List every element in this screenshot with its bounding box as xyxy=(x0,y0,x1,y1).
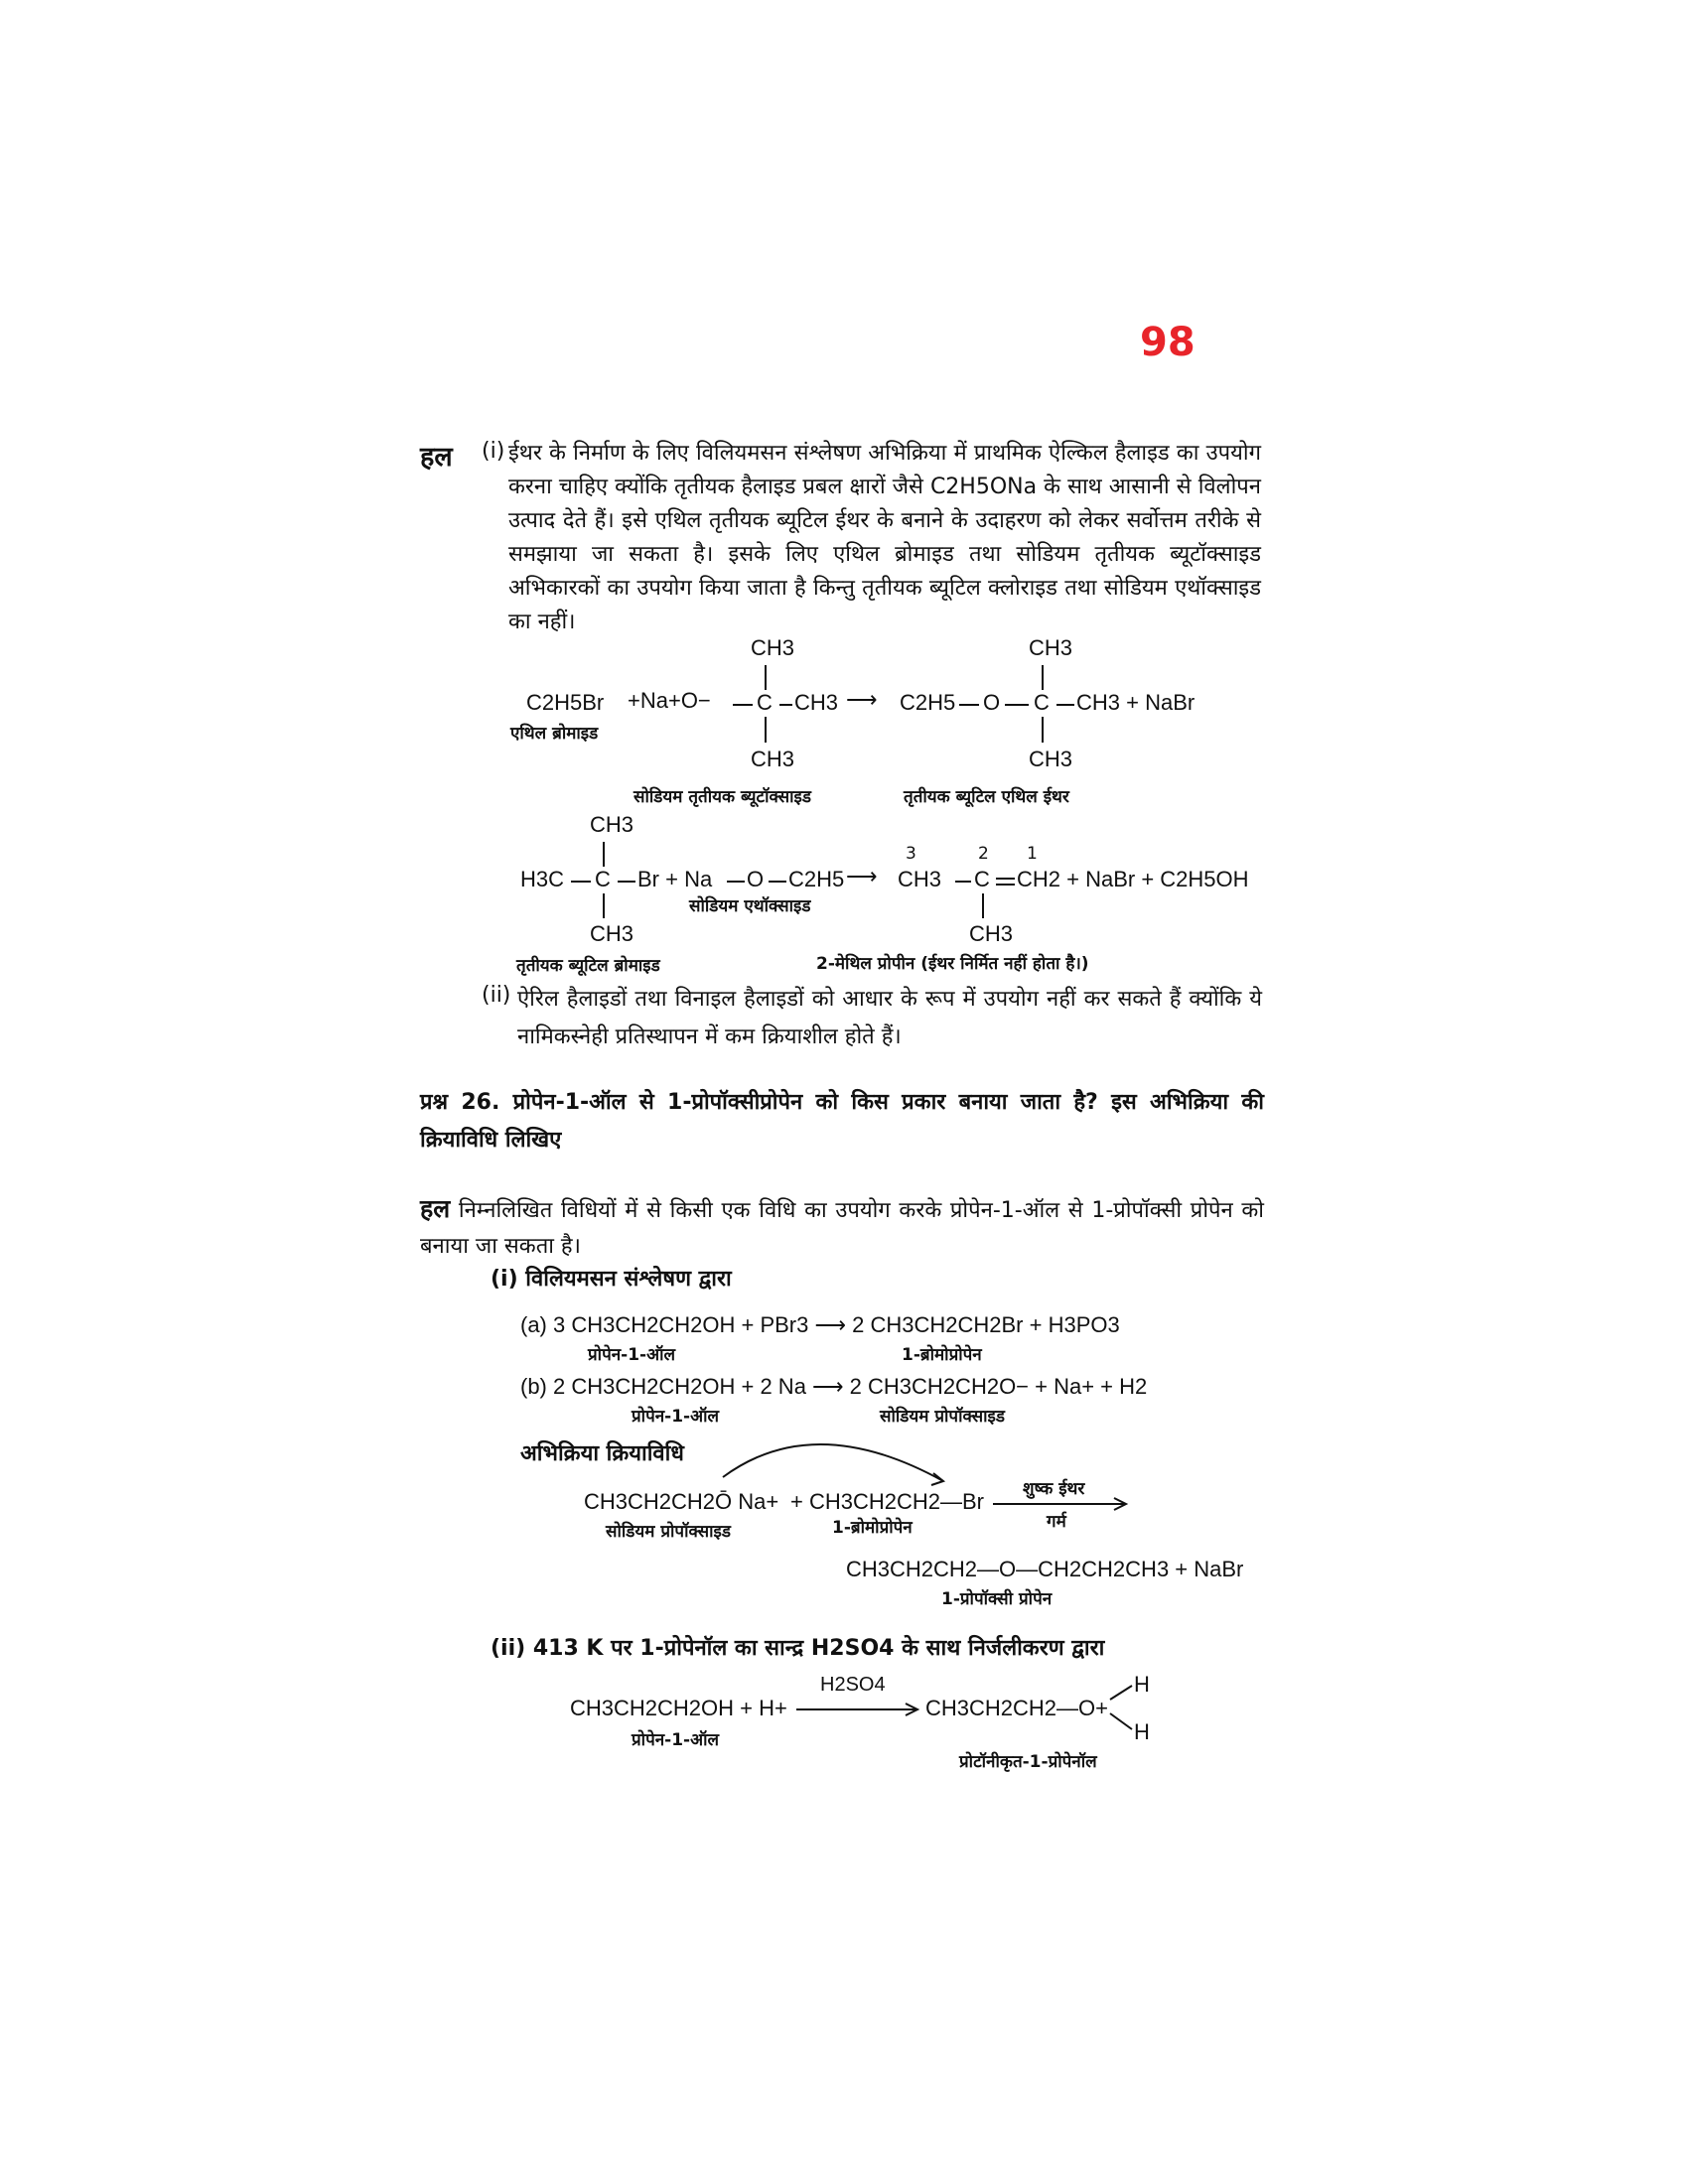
question-text: प्रोपेन-1-ऑल से 1-प्रोपॉक्सीप्रोपेन को किस प्रकार बनाया जाता है? इस अभिक्रिया की क्रियाविधि लिखिए xyxy=(420,1090,1264,1153)
page-number: 98 xyxy=(1140,320,1196,365)
part2-text: ऐरिल हैलाइडों तथा विनाइल हैलाइडों को आधार के रूप में उपयोग नहीं कर सकते हैं क्योंकि ये नामिकस्नेही प्रतिस्थापन में कम क्रियाशील होते हैं। xyxy=(517,987,1262,1049)
method-2-heading: (ii) 413 K पर 1-प्रोपेनॉल का सान्द्र H2SO4 के साथ निर्जलीकरण द्वारा xyxy=(491,1636,1105,1661)
part-marker-ii: (ii) xyxy=(482,983,511,1008)
r1-ch3-right: CH3 xyxy=(794,690,839,715)
part-marker-i: (i) xyxy=(482,439,505,464)
mechanism-label-propoxide: सोडियम प्रोपॉक्साइड xyxy=(606,1522,731,1542)
r2-label-t-butyl-bromide: तृतीयक ब्यूटिल ब्रोमाइड xyxy=(516,956,660,976)
r2-num-2: 2 xyxy=(978,844,989,864)
r1-sodium-oxide: +Na+O− xyxy=(628,688,711,713)
equation-b: (b) 2 CH3CH2CH2OH + 2 Na ⟶ 2 CH3CH2CH2O− + Na+ + H2 xyxy=(520,1374,1148,1399)
equation-a: (a) 3 CH3CH2CH2OH + PBr3 ⟶ 2 CH3CH2CH2Br + H3PO3 xyxy=(520,1312,1120,1337)
r1-ch3-top: CH3 xyxy=(751,635,795,660)
equation-c-condition: H2SO4 xyxy=(820,1674,886,1696)
r2-o: O xyxy=(747,867,765,891)
r2-product-ch3: CH3 xyxy=(898,867,942,891)
r2-num-3: 3 xyxy=(906,844,916,864)
r2-num-1: 1 xyxy=(1027,844,1038,864)
equation-c-right: CH3CH2CH2—O+ xyxy=(925,1696,1108,1720)
r2-br-na: Br + Na xyxy=(637,867,713,891)
r1-product-right: CH3 + NaBr xyxy=(1076,690,1196,715)
r2-c2h5: C2H5 xyxy=(788,867,845,891)
r2-h3c: H3C xyxy=(520,867,565,891)
solution-hal: हल xyxy=(420,1194,451,1223)
r2-product-ch3-bottom: CH3 xyxy=(969,921,1014,946)
eq-b-label-sodium-propoxide: सोडियम प्रोपॉक्साइड xyxy=(880,1407,1005,1427)
eq-b-label-propanol: प्रोपेन-1-ऑल xyxy=(632,1407,720,1427)
mechanism-nucleophile: CH3CH2CH2Ō Na+ xyxy=(584,1489,779,1514)
mechanism-condition-bottom: गर्म xyxy=(1047,1512,1066,1532)
part1-paragraph: ईथर के निर्माण के लिए विलियमसन संश्लेषण अभिक्रिया में प्राथमिक ऐल्किल हैलाइड का उपयोग करना चाहिए क्योंकि तृतीयक हैलाइड प्रबल क्षारों जैसे C2H5ONa के साथ आसानी से विलोपन उत्पाद देते हैं। इसे एथिल तृतीयक ब्यूटिल ईथर के बनाने के उदाहरण को लेकर सर्वोत्तम तरीके से समझाया जा सकता है। इसके लिए एथिल ब्रोमाइड तथा सोडियम तृतीयक ब्यूटॉक्साइड अभिकारकों का उपयोग किया जाता है किन्तु तृतीयक ब्यूटिल क्लोराइड तथा सोडियम एथॉक्साइड का नहीं। xyxy=(508,441,1261,634)
r2-label-product: 2-मेथिल प्रोपीन (ईथर निर्मित नहीं होता है।) xyxy=(816,954,1089,974)
question-label: प्रश्न 26. xyxy=(420,1090,500,1115)
equation-c-left: CH3CH2CH2OH + H+ xyxy=(570,1696,787,1720)
r1-ch3-bottom: CH3 xyxy=(751,747,795,771)
mechanism-condition-top: शुष्क ईथर xyxy=(1023,1479,1085,1499)
r2-central-c: C xyxy=(595,867,611,891)
r1-product-c2h5: C2H5 xyxy=(900,690,956,715)
r2-arrow: ⟶ xyxy=(846,864,878,888)
r1-product-ch3-top: CH3 xyxy=(1029,635,1073,660)
r2-product-rest: CH2 + NaBr + C2H5OH xyxy=(1017,867,1249,891)
r2-ch3-top: CH3 xyxy=(590,812,634,837)
mechanism-substrate: + CH3CH2CH2—Br xyxy=(790,1489,984,1514)
solution-intro-block xyxy=(420,1191,1264,1265)
solution-label: हल xyxy=(420,442,453,473)
r1-label-ethyl-bromide: एथिल ब्रोमाइड xyxy=(510,724,599,744)
r2-ch3-bottom: CH3 xyxy=(590,921,634,946)
equation-c-h-bottom: H xyxy=(1134,1719,1150,1744)
eq-c-label-protonated: प्रोटॉनीकृत-1-प्रोपेनॉल xyxy=(959,1752,1097,1772)
r1-product-o: O xyxy=(983,690,1001,715)
eq-a-label-bromopropane: 1-ब्रोमोप्रोपेन xyxy=(902,1345,982,1365)
mechanism-label-bromopropane: 1-ब्रोमोप्रोपेन xyxy=(832,1518,913,1538)
mechanism-heading: अभिक्रिया क्रियाविधि xyxy=(520,1441,684,1466)
eq-c-label-propanol: प्रोपेन-1-ऑल xyxy=(632,1730,720,1750)
method-1-heading: (i) विलियमसन संश्लेषण द्वारा xyxy=(491,1267,732,1292)
r2-label-sodium-ethoxide: सोडियम एथॉक्साइड xyxy=(689,896,811,916)
solution-intro: निम्नलिखित विधियों में से किसी एक विधि का उपयोग करके प्रोपेन-1-ऑल से 1-प्रोपॉक्सी प्रोपेन को बनाया जा सकता है। xyxy=(420,1198,1264,1259)
mechanism-product-label: 1-प्रोपॉक्सी प्रोपेन xyxy=(941,1589,1053,1609)
r1-central-c: C xyxy=(757,690,773,715)
r1-label-sodium-t-butoxide: सोडियम तृतीयक ब्यूटॉक्साइड xyxy=(633,787,811,807)
r1-label-product: तृतीयक ब्यूटिल एथिल ईथर xyxy=(904,787,1069,807)
r1-ethyl-bromide: C2H5Br xyxy=(526,690,605,715)
question-26 xyxy=(420,1084,1264,1160)
mechanism-product: CH3CH2CH2—O—CH2CH2CH3 + NaBr xyxy=(846,1557,1244,1581)
r1-product-c: C xyxy=(1034,690,1050,715)
r1-arrow: ⟶ xyxy=(846,687,878,712)
eq-a-label-propanol: प्रोपेन-1-ऑल xyxy=(588,1345,676,1365)
equation-c-h-top: H xyxy=(1134,1672,1150,1697)
r2-product-c: C xyxy=(974,867,990,891)
r1-product-ch3-bottom: CH3 xyxy=(1029,747,1073,771)
